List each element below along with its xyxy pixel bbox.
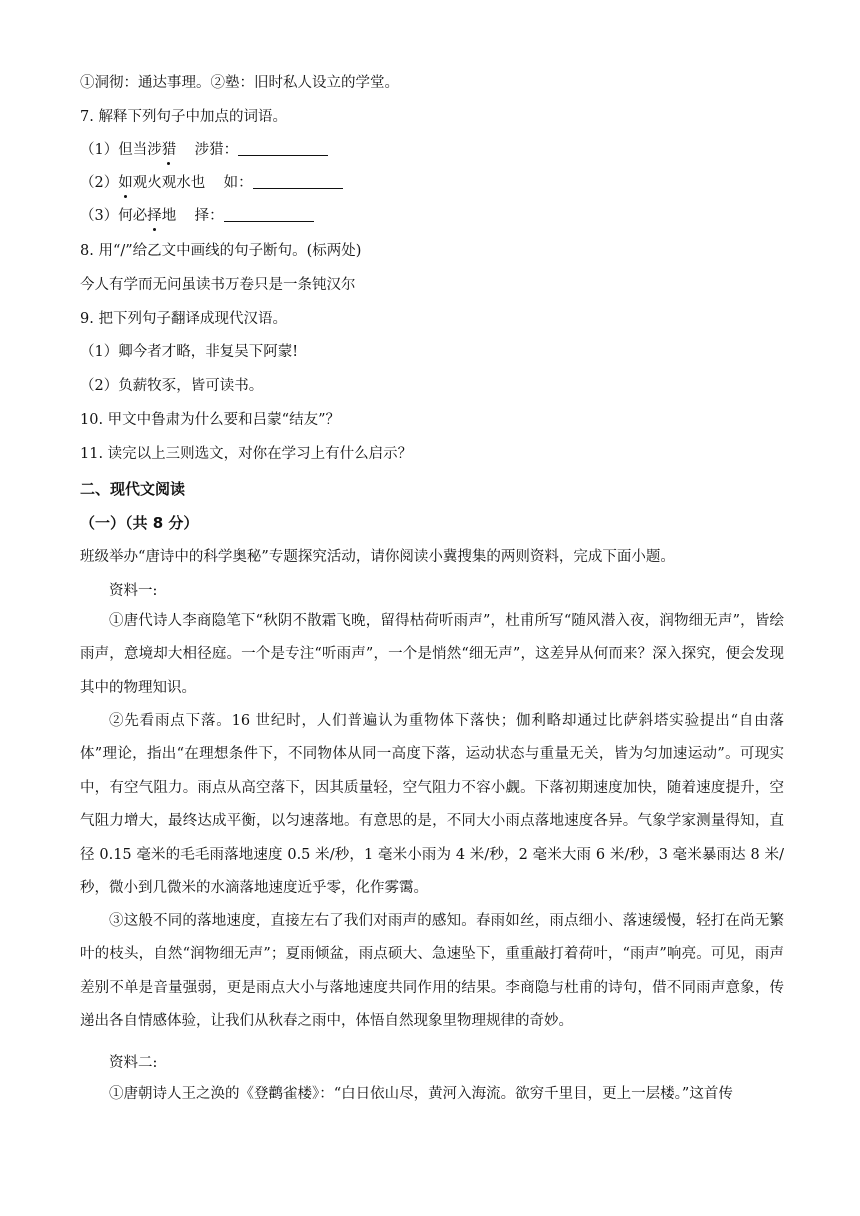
question-8-title: 8. 用“/”给乙文中画线的句子断句。(标两处) xyxy=(80,243,362,259)
q7-item-1-prefix: （1）但当涉 xyxy=(80,142,162,158)
q7-item-3-suffix: 地 择： xyxy=(161,208,224,224)
q7-item-2-prefix: （2） xyxy=(80,175,119,191)
question-7-item-1 xyxy=(80,140,328,160)
question-7-item-2 xyxy=(80,173,343,193)
question-7-title: 7. 解释下列句子中加点的词语。 xyxy=(80,109,287,125)
question-7-item-3 xyxy=(80,206,314,226)
material-2-label: 资料二: xyxy=(109,1055,158,1071)
material-1-label: 资料一: xyxy=(109,583,158,599)
section-2-title: 二、现代文阅读 xyxy=(80,480,186,498)
question-11: 11. 读完以上三则选文，对你在学习上有什么启示？ xyxy=(80,446,413,462)
answer-blank[interactable] xyxy=(238,141,328,156)
material-1-paragraph-3: ③这般不同的落地速度，直接左右了我们对雨声的感知。春雨如丝，雨点细小、落速缓慢，轻打在尚无繁叶的枝头，自然“润物细无声”；夏雨倾盆，雨点硕大、急速坠下，重重敲打着荷叶，“雨声”响亮。可见，雨声差别不单是音量强弱，更是雨点大小与落地速度共同作用的结果。李商隐与杜甫的诗句，借不同雨声意象，传递出各自情感体验，让我们从秋春之雨中，体悟自然现象里物理规律的奇妙。 xyxy=(80,913,784,1030)
q7-item-1-dotted-char: 猎 xyxy=(161,142,177,158)
question-10: 10. 甲文中鲁肃为什么要和吕蒙“结友”？ xyxy=(80,412,340,428)
question-9-item-2: （2）负薪牧豕，皆可读书。 xyxy=(80,378,264,394)
q7-item-2-dotted-char: 如 xyxy=(118,175,133,191)
question-9-title: 9. 把下列句子翻译成现代汉语。 xyxy=(80,311,287,327)
answer-blank[interactable] xyxy=(253,174,343,189)
q7-item-3-dotted-char: 择 xyxy=(147,208,162,224)
question-8-sentence: 今人有学而无问虽读书万卷只是一条钝汉尔 xyxy=(80,277,356,293)
section-2-subtitle: （一）（共 8 分） xyxy=(80,514,199,532)
q7-item-3-prefix: （3）何必 xyxy=(80,208,148,224)
section-2-intro: 班级举办“唐诗中的科学奥秘”专题探究活动，请你阅读小冀搜集的两则资料，完成下面小题。 xyxy=(80,549,675,565)
material-1-paragraph-2: ②先看雨点下落。16 世纪时，人们普遍认为重物体下落快；伽利略却通过比萨斜塔实验提出“自由落体”理论，指出“在理想条件下，不同物体从同一高度下落，运动状态与重量无关，皆为匀加速运动”。可现实中，有空气阻力。雨点从高空落下，因其质量轻，空气阻力不容小觑。下落初期速度加快，随着速度提升，空气阻力增大，最终达成平衡，以匀速落地。有意思的是，不同大小雨点落地速度各异。气象学家测量得知，直径 0.15 毫米的毛毛雨落地速度 0.5 米/秒，1 毫米小雨为 4 米/秒，2 毫米大雨 6 米/秒，3 毫米暴雨达 8 米/秒，微小到几微米的水滴落地速度近乎零，化作雾霭。 xyxy=(80,713,784,897)
material-2-paragraph-1: ①唐朝诗人王之涣的《登鹳雀楼》：“白日依山尽，黄河入海流。欲穷千里目，更上一层楼。”这首传 xyxy=(109,1086,733,1102)
q7-item-1-suffix: 涉猎： xyxy=(176,142,239,158)
question-9-item-1: （1）卿今者才略，非复吴下阿蒙! xyxy=(80,344,299,360)
q7-item-2-suffix: 观火观水也 如： xyxy=(132,175,253,191)
material-1-paragraph-1: ①唐代诗人李商隐笔下“秋阴不散霜飞晚，留得枯荷听雨声”，杜甫所写“随风潜入夜，润物细无声”，皆绘雨声，意境却大相径庭。一个是专注“听雨声”，一个是悄然“细无声”，这差异从何而来？深入探究，便会发现其中的物理知识。 xyxy=(80,613,784,696)
answer-blank[interactable] xyxy=(224,207,314,222)
annotation-notes: ①洞彻：通达事理。②塾：旧时私人设立的学堂。 xyxy=(80,75,399,91)
